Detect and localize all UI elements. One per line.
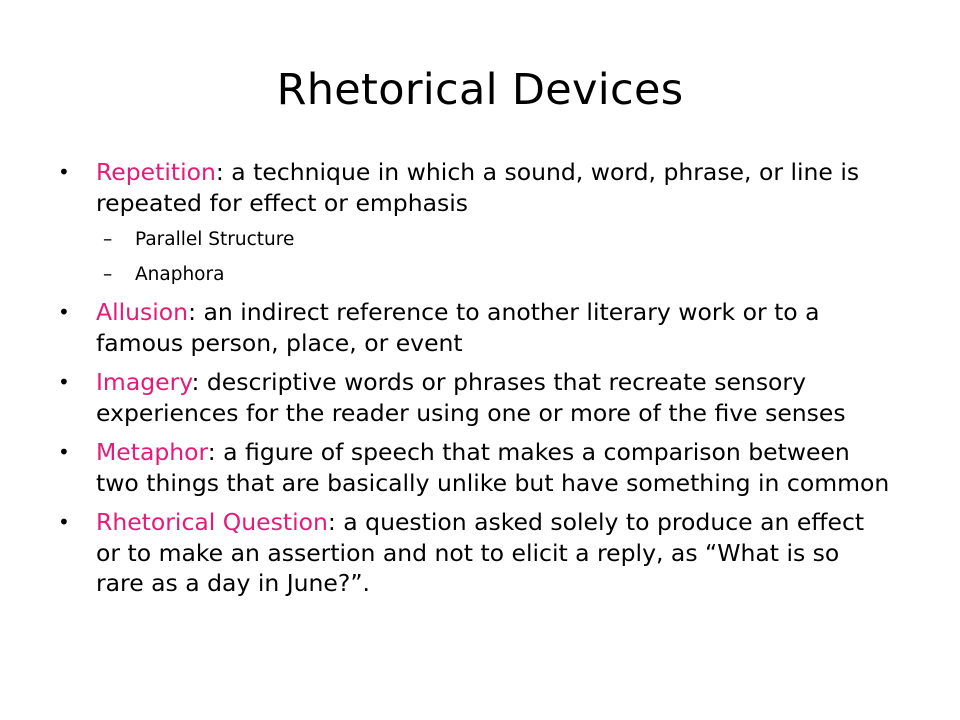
dash-icon: – [103, 264, 113, 285]
dash-icon: – [103, 229, 113, 250]
bullet-item-metaphor [0, 437, 960, 498]
bullet-item-allusion [0, 297, 960, 358]
term-repetition: Repetition [96, 158, 216, 186]
definition-metaphor: : a figure of speech that makes a comparison between two things that are basically unlike but have something in common [96, 438, 890, 497]
bullet-icon: • [58, 510, 70, 534]
bullet-icon: • [58, 440, 70, 464]
term-imagery: Imagery [96, 368, 192, 396]
definition-imagery: : descriptive words or phrases that recreate sensory experiences for the reader using one or more of the five senses [96, 368, 846, 427]
slide-title: Rhetorical Devices [276, 65, 684, 115]
term-allusion: Allusion [96, 298, 189, 326]
bullet-icon: • [58, 370, 70, 394]
sub-bullet-anaphora [0, 262, 960, 288]
bullet-item-rhetorical-question [0, 507, 960, 599]
definition-allusion: : an indirect reference to another literary work or to a famous person, place, or event [96, 298, 820, 357]
bullet-list [0, 157, 960, 608]
bullet-icon: • [58, 160, 70, 184]
definition-repetition: : a technique in which a sound, word, phrase, or line is repeated for effect or emphasis [96, 158, 860, 217]
sub-bullet-parallel-structure [0, 227, 960, 253]
bullet-icon: • [58, 300, 70, 324]
bullet-item-repetition [0, 157, 960, 218]
bullet-item-imagery [0, 367, 960, 428]
sub-item-label: Parallel Structure [135, 229, 295, 250]
term-metaphor: Metaphor [96, 438, 208, 466]
term-rhetorical-question: Rhetorical Question [96, 508, 328, 536]
sub-list-repetition [0, 227, 960, 288]
sub-item-label: Anaphora [135, 264, 225, 285]
definition-rhetorical-question: : a question asked solely to produce an effect or to make an assertion and not to elicit a reply, as “What is so rare as a day in June?”. [96, 508, 865, 597]
